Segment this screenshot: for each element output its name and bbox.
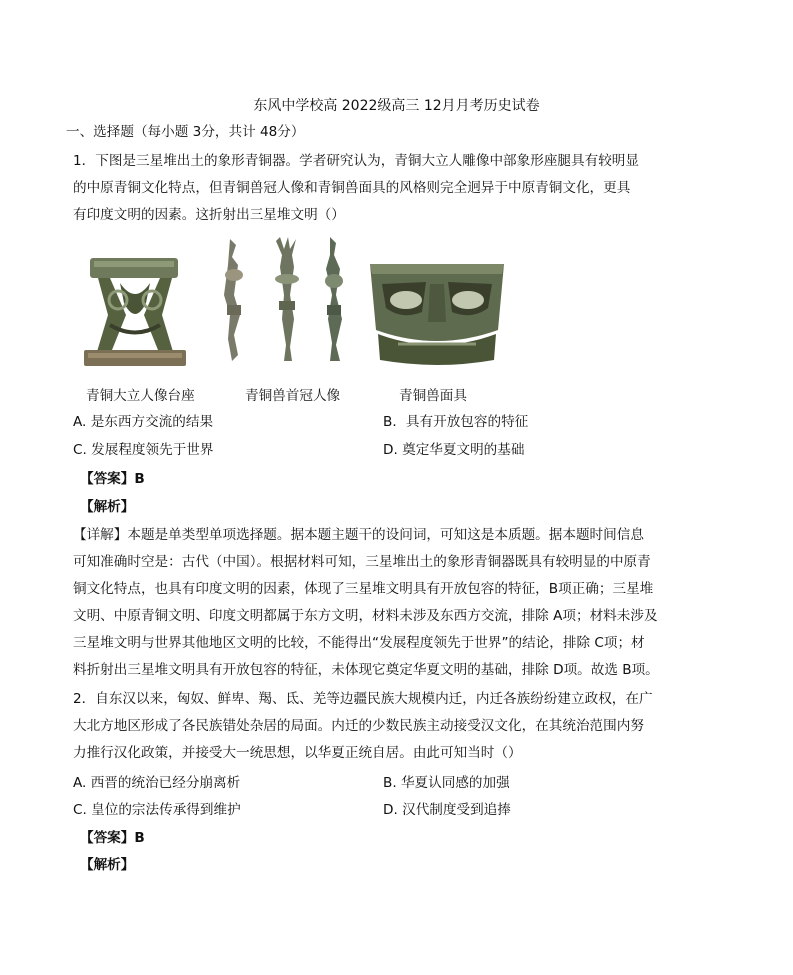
q1-detail-line-4: 文明、中原青铜文明、印度文明都属于东方文明，材料未涉及东西方交流，排除 A项；材料未涉及 — [73, 608, 658, 624]
q2-option-a[interactable]: A. 西晋的统治已经分崩离析 — [73, 775, 241, 791]
caption-crowned-figure: 青铜兽首冠人像 — [245, 388, 341, 404]
q2-option-b[interactable]: B. 华夏认同感的加强 — [383, 775, 510, 791]
q1-option-d[interactable]: D. 奠定华夏文明的基础 — [383, 442, 525, 458]
q2-option-d[interactable]: D. 汉代制度受到追捧 — [383, 802, 511, 818]
q2-answer: 【答案】B — [80, 830, 145, 846]
q1-detail-line-3: 铜文化特点，也具有印度文明的因素，体现了三星堆文明具有开放包容的特征，B项正确；三星堆 — [73, 581, 654, 597]
q1-option-c[interactable]: C. 发展程度领先于世界 — [73, 442, 214, 458]
caption-mask: 青铜兽面具 — [399, 388, 467, 404]
bronze-beast-crowned-figures-image — [218, 235, 358, 365]
q1-detail-line-6: 料折射出三星堆文明具有开放包容的特征，未体现它奠定华夏文明的基础，排除 D项。故选 B项。 — [73, 662, 659, 678]
q2-line-2: 大北方地区形成了各民族错处杂居的局面。内迁的少数民族主动接受汉文化，在其统治范围内努 — [73, 718, 644, 734]
q1-option-b[interactable]: B．具有开放包容的特征 — [383, 414, 529, 430]
q1-line-3: 有印度文明的因素。这折射出三星堆文明（） — [73, 207, 345, 223]
q2-analysis-heading: 【解析】 — [80, 857, 135, 873]
q1-analysis-heading: 【解析】 — [80, 499, 135, 515]
q1-detail-line-2: 可知准确时空是：古代（中国）。根据材料可知，三星堆出土的象形青铜器既具有较明显的中原青 — [73, 554, 651, 570]
q1-answer: 【答案】B — [80, 471, 145, 487]
q2-option-c[interactable]: C. 皇位的宗法传承得到维护 — [73, 802, 241, 818]
q2-line-3: 力推行汉化政策，并接受大一统思想，以华夏正统自居。由此可知当时（） — [73, 745, 522, 761]
q2-line-1: 2．自东汉以来，匈奴、鲜卑、羯、氐、羌等边疆民族大规模内迁，内迁各族纷纷建立政权，在广 — [73, 691, 653, 707]
bronze-beast-mask-image — [368, 260, 506, 366]
caption-pedestal: 青铜大立人像台座 — [86, 388, 195, 404]
bronze-pedestal-image — [80, 255, 190, 370]
q1-detail-line-5: 三星堆文明与世界其他地区文明的比较，不能得出“发展程度领先于世界”的结论，排除 C项；材 — [73, 635, 645, 651]
q1-detail-line-1: 【详解】本题是单类型单项选择题。据本题主题干的设问词，可知这是本质题。据本题时间信息 — [73, 527, 644, 543]
exam-title: 东风中学校高 2022级高三 12月月考历史试卷 — [253, 98, 540, 114]
section-heading: 一、选择题（每小题 3分，共计 48分） — [66, 124, 305, 140]
q1-line-2: 的中原青铜文化特点，但青铜兽冠人像和青铜兽面具的风格则完全迥异于中原青铜文化，更具 — [73, 180, 631, 196]
q1-option-a[interactable]: A. 是东西方交流的结果 — [73, 414, 214, 430]
q1-line-1: 1．下图是三星堆出土的象形青铜器。学者研究认为，青铜大立人雕像中部象形座腿具有较明显 — [73, 153, 639, 169]
